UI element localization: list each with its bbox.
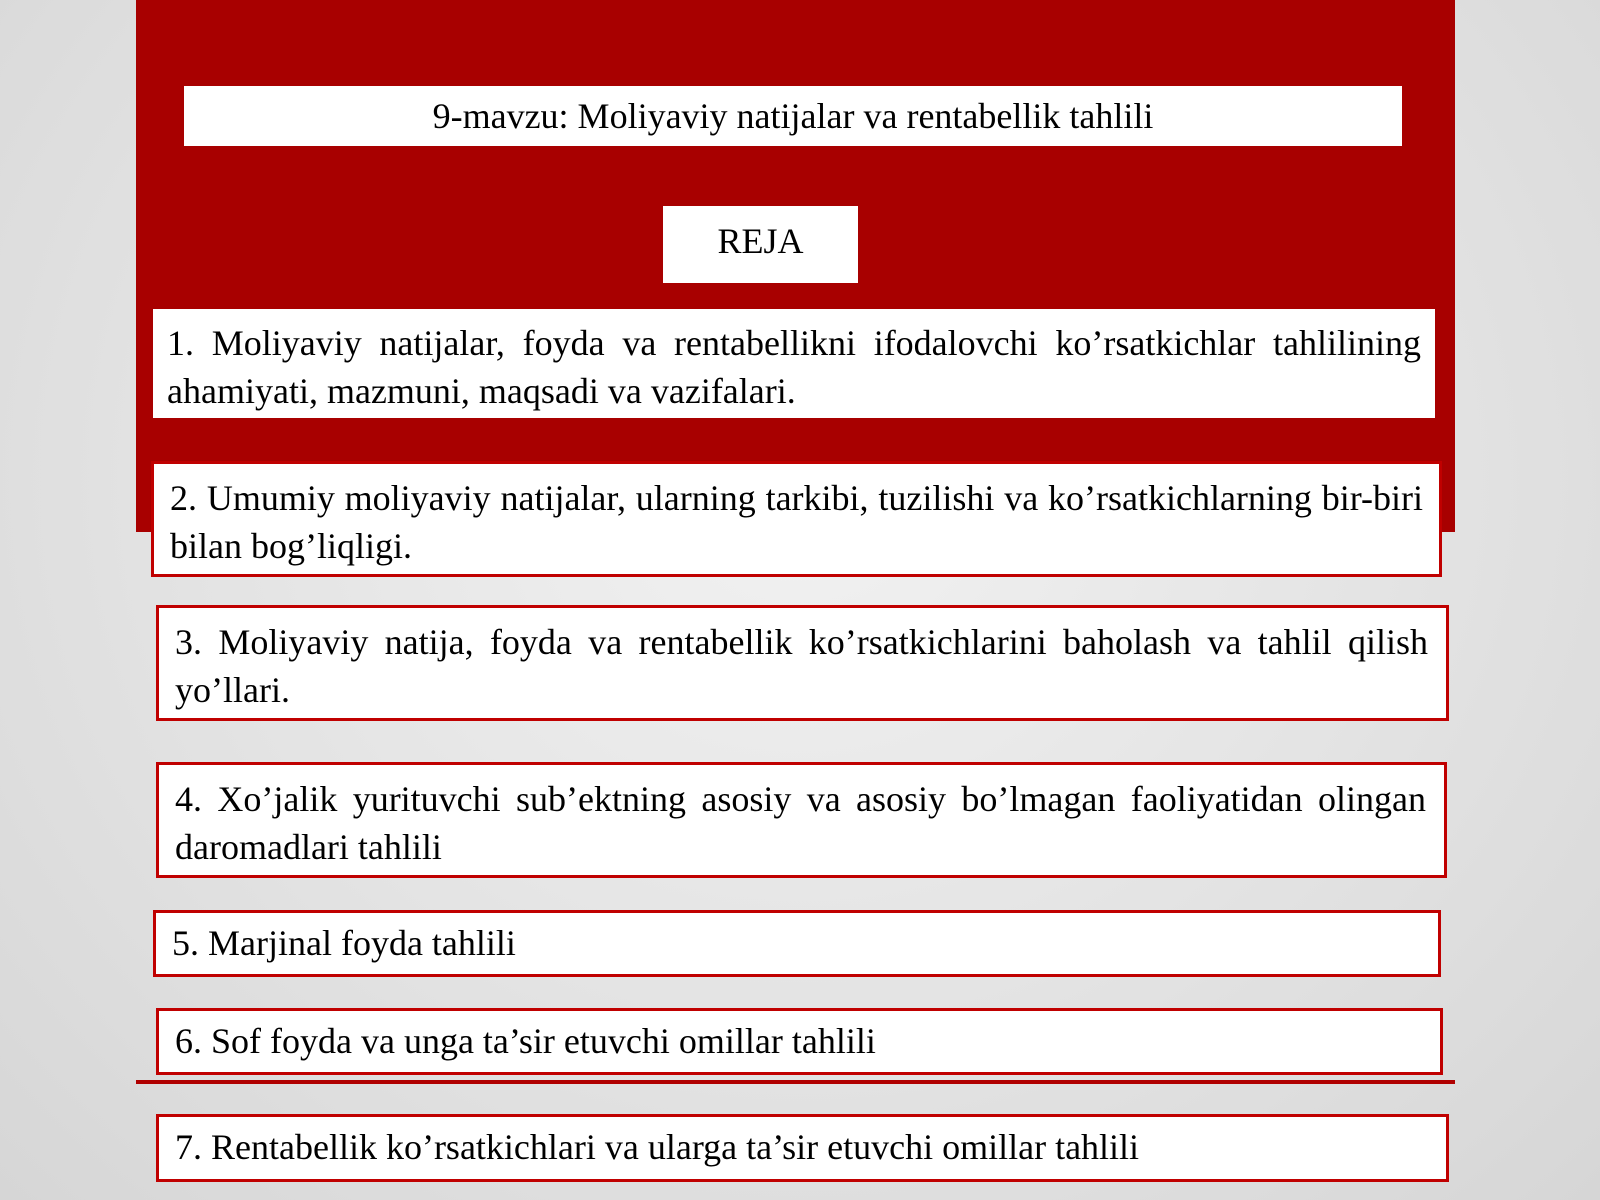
slide-title-box [184,86,1402,146]
plan-item-6: 6. Sof foyda va unga ta’sir etuvchi omillar tahlili [156,1008,1443,1075]
plan-item-7: 7. Rentabellik ko’rsatkichlari va ularga ta’sir etuvchi omillar tahlili [156,1114,1449,1182]
plan-item-1: 1. Moliyaviy natijalar, foyda va rentabellikni ifodalovchi ko’rsatkichlar tahlilining ahamiyati, mazmuni, maqsadi va vazifalari. [153,309,1435,418]
plan-item-2: 2. Umumiy moliyaviy natijalar, ularning tarkibi, tuzilishi va ko’rsatkichlarning bir-biri bilan bog’liqligi. [151,461,1442,577]
plan-item-3: 3. Moliyaviy natija, foyda va rentabellik ko’rsatkichlarini baholash va tahlil qilish yo’llari. [156,605,1449,721]
red-divider-line [136,1080,1455,1084]
reja-heading-box [663,206,858,283]
plan-item-4: 4. Xo’jalik yurituvchi sub’ektning asosiy va asosiy bo’lmagan faoliyatidan olingan daromadlari tahlili [156,762,1447,878]
plan-item-5: 5. Marjinal foyda tahlili [153,910,1441,977]
slide-title: 9-mavzu: Moliyaviy natijalar va rentabellik tahlili [432,96,1154,136]
reja-heading: REJA [717,221,804,261]
